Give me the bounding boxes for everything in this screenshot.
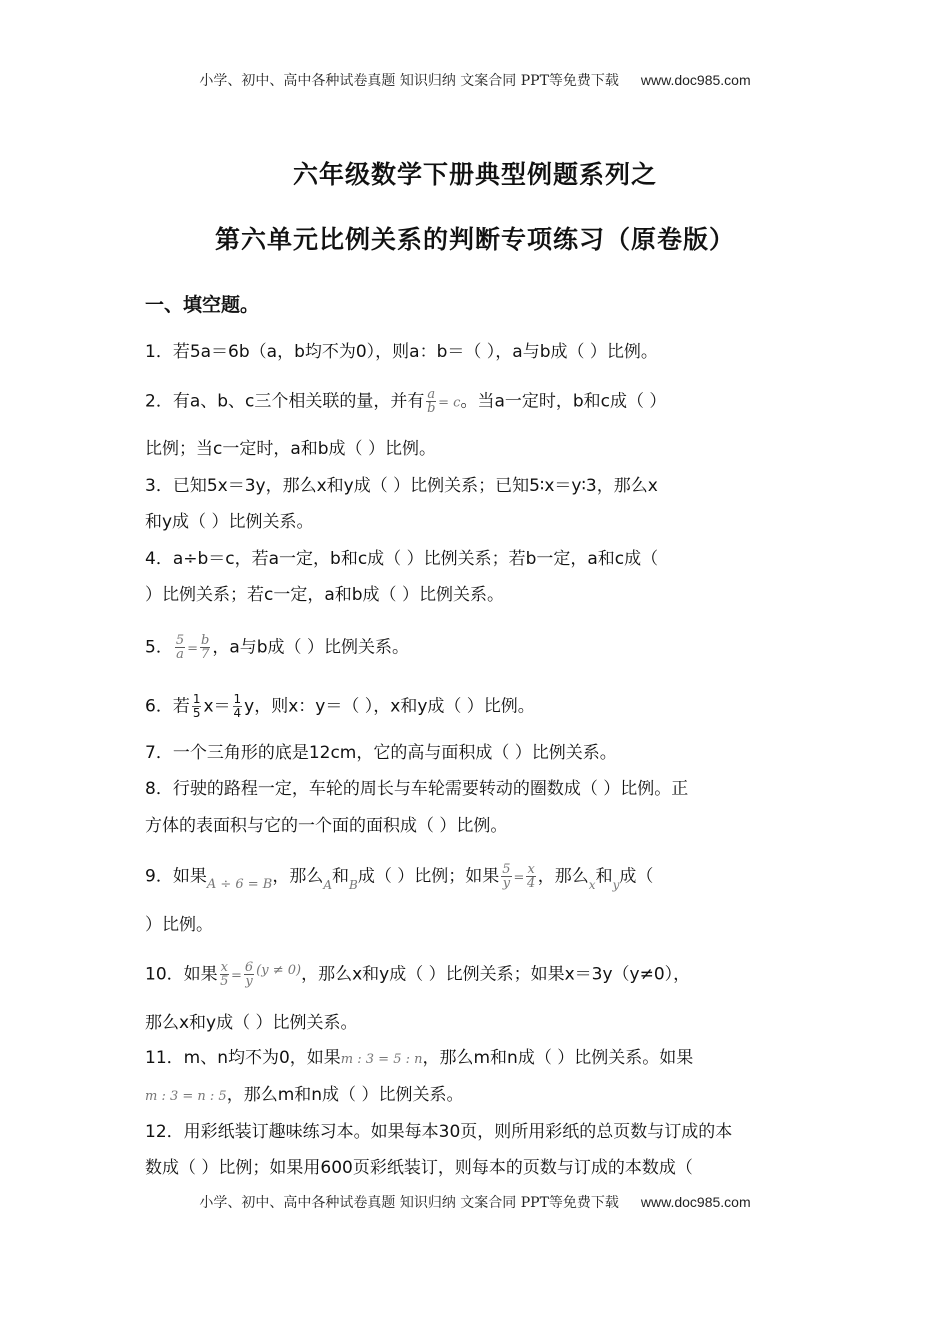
q5-f2-num: b xyxy=(201,633,210,648)
q10-f2-num: 6 xyxy=(244,960,254,975)
q2-text-a: 2．有a、b、c三个相关联的量，并有 xyxy=(145,391,425,412)
question-12-line1: 12．用彩纸装订趣味练习本。如果每本30页，则所用彩纸的总页数与订成的本 xyxy=(145,1122,733,1142)
question-7: 7．一个三角形的底是12cm，它的高与面积成（ ）比例关系。 xyxy=(145,743,617,763)
q10-f1-num: x xyxy=(220,960,228,975)
question-6 xyxy=(145,693,535,720)
question-1: 1．若5a＝6b（a，b均不为0），则a：b＝（ ），a与b成（ ）比例。 xyxy=(145,342,658,362)
page-title-line2: 第六单元比例关系的判断专项练习（原卷版） xyxy=(214,225,735,254)
q9-text-g: 成（ xyxy=(619,866,654,887)
q10-text-b: ，那么x和y成（ ）比例关系；如果x＝3y（y≠0）， xyxy=(301,964,691,985)
q9-f2-num: x xyxy=(527,862,535,877)
question-3-line1: 3．已知5x＝3y，那么x和y成（ ）比例关系；已知5∶x＝y∶3，那么x xyxy=(145,476,658,496)
q9-fraction-2 xyxy=(526,863,535,890)
footer-text: 小学、初中、高中各种试卷真题 知识归纳 文案合同 PPT等免费下载 xyxy=(199,1195,619,1211)
q6-fraction-2 xyxy=(233,693,243,720)
q9-f1-num: 5 xyxy=(502,862,511,877)
q2-fraction xyxy=(426,388,436,415)
question-2-line2: 比例；当c一定时，a和b成（ ）比例。 xyxy=(145,439,436,459)
question-11-line2 xyxy=(145,1084,463,1108)
q11-text-b: ，那么m和n成（ ）比例关系。如果 xyxy=(422,1048,694,1068)
page-footer xyxy=(0,1192,950,1212)
q10-text-a: 10．如果 xyxy=(145,964,218,985)
q11-formula-2: m : 3 = n : 5 xyxy=(145,1089,227,1104)
q10-eq: = xyxy=(230,968,242,984)
q10-fraction-2 xyxy=(244,961,254,988)
q6-f1-den: 5 xyxy=(192,706,201,720)
q9-text-c: 和 xyxy=(332,866,350,887)
question-9-line1 xyxy=(145,863,653,890)
q11-formula-1: m : 3 = 5 : n xyxy=(340,1052,423,1067)
q9-f2-den: 4 xyxy=(526,876,536,891)
q5-post: ，a与b成（ ）比例关系。 xyxy=(212,637,409,658)
q9-var-y: y xyxy=(612,877,620,892)
q9-var-x: x xyxy=(588,877,596,892)
q2-fraction-den: b xyxy=(427,401,436,416)
q9-text-f: 和 xyxy=(595,866,613,887)
q9-text-a: 9．如果 xyxy=(145,866,207,887)
q10-f1-den: 5 xyxy=(220,974,229,989)
q11-text-c: ，那么m和n成（ ）比例关系。 xyxy=(226,1085,464,1105)
question-11-line1 xyxy=(145,1047,693,1071)
q9-text-b: ，那么 xyxy=(272,866,324,887)
q6-text-c: y，则x：y＝（ ），x和y成（ ）比例。 xyxy=(244,696,535,717)
q9-text-e: ，那么 xyxy=(537,866,589,887)
header-site[interactable]: www.doc985.com xyxy=(640,72,751,88)
q10-fraction-1 xyxy=(220,961,229,988)
q6-f2-num: 1 xyxy=(233,692,242,706)
question-5 xyxy=(145,634,409,661)
question-4-line2: ）比例关系；若c一定，a和b成（ ）比例关系。 xyxy=(145,585,504,605)
question-10-line1 xyxy=(145,961,690,988)
question-3-line2: 和y成（ ）比例关系。 xyxy=(145,512,314,532)
question-8-line2: 方体的表面积与它的一个面的面积成（ ）比例。 xyxy=(145,816,508,836)
q5-f1-den: a xyxy=(176,647,184,662)
q9-eq: = xyxy=(513,870,525,886)
section-heading: 一、填空题。 xyxy=(145,294,260,316)
q5-eq: = xyxy=(187,641,199,657)
q6-text-b: x＝ xyxy=(203,696,231,717)
page-title-line1: 六年级数学下册典型例题系列之 xyxy=(292,160,657,189)
question-2-line1 xyxy=(145,388,666,415)
q9-f1-den: y xyxy=(502,876,511,891)
q9-var-A: A xyxy=(323,877,333,892)
q2-text-b: 。当a一定时，b和c成（ ） xyxy=(460,391,667,412)
q9-text-d: 成（ ）比例；如果 xyxy=(357,866,500,887)
page-header xyxy=(0,70,950,90)
q9-var-B: B xyxy=(349,877,358,892)
question-4-line1: 4．a÷b＝c，若a一定，b和c成（ ）比例关系；若b一定，a和c成（ xyxy=(145,549,659,569)
q6-f2-den: 4 xyxy=(233,706,242,720)
q5-f1-num: 5 xyxy=(175,633,185,648)
q2-fraction-num: a xyxy=(427,387,436,402)
q5-fraction-1 xyxy=(175,634,185,661)
q9-formula-1: A ÷ 6 = B xyxy=(206,876,273,892)
q10-condition: (y ≠ 0) xyxy=(256,962,302,978)
question-8-line1: 8．行驶的路程一定，车轮的周长与车轮需要转动的圈数成（ ）比例。正 xyxy=(145,779,689,799)
q6-fraction-1 xyxy=(192,693,202,720)
q6-text-a: 6．若 xyxy=(145,696,190,717)
q6-f1-num: 1 xyxy=(192,692,201,706)
q5-fraction-2 xyxy=(200,634,210,661)
question-10-line2: 那么x和y成（ ）比例关系。 xyxy=(145,1013,358,1033)
q5-pre: 5． xyxy=(145,637,173,658)
question-12-line2: 数成（ ）比例；如果用600页彩纸装订，则每本的页数与订成的本数成（ xyxy=(145,1158,693,1178)
q9-fraction-1 xyxy=(501,863,511,890)
question-9-line2: ）比例。 xyxy=(145,915,213,935)
header-text: 小学、初中、高中各种试卷真题 知识归纳 文案合同 PPT等免费下载 xyxy=(199,73,619,89)
q5-f2-den: 7 xyxy=(201,647,210,662)
q10-f2-den: y xyxy=(245,974,253,989)
q2-eq: = c xyxy=(438,395,461,411)
q11-text-a: 11．m、n均不为0，如果 xyxy=(145,1048,341,1068)
footer-site[interactable]: www.doc985.com xyxy=(640,1194,751,1210)
